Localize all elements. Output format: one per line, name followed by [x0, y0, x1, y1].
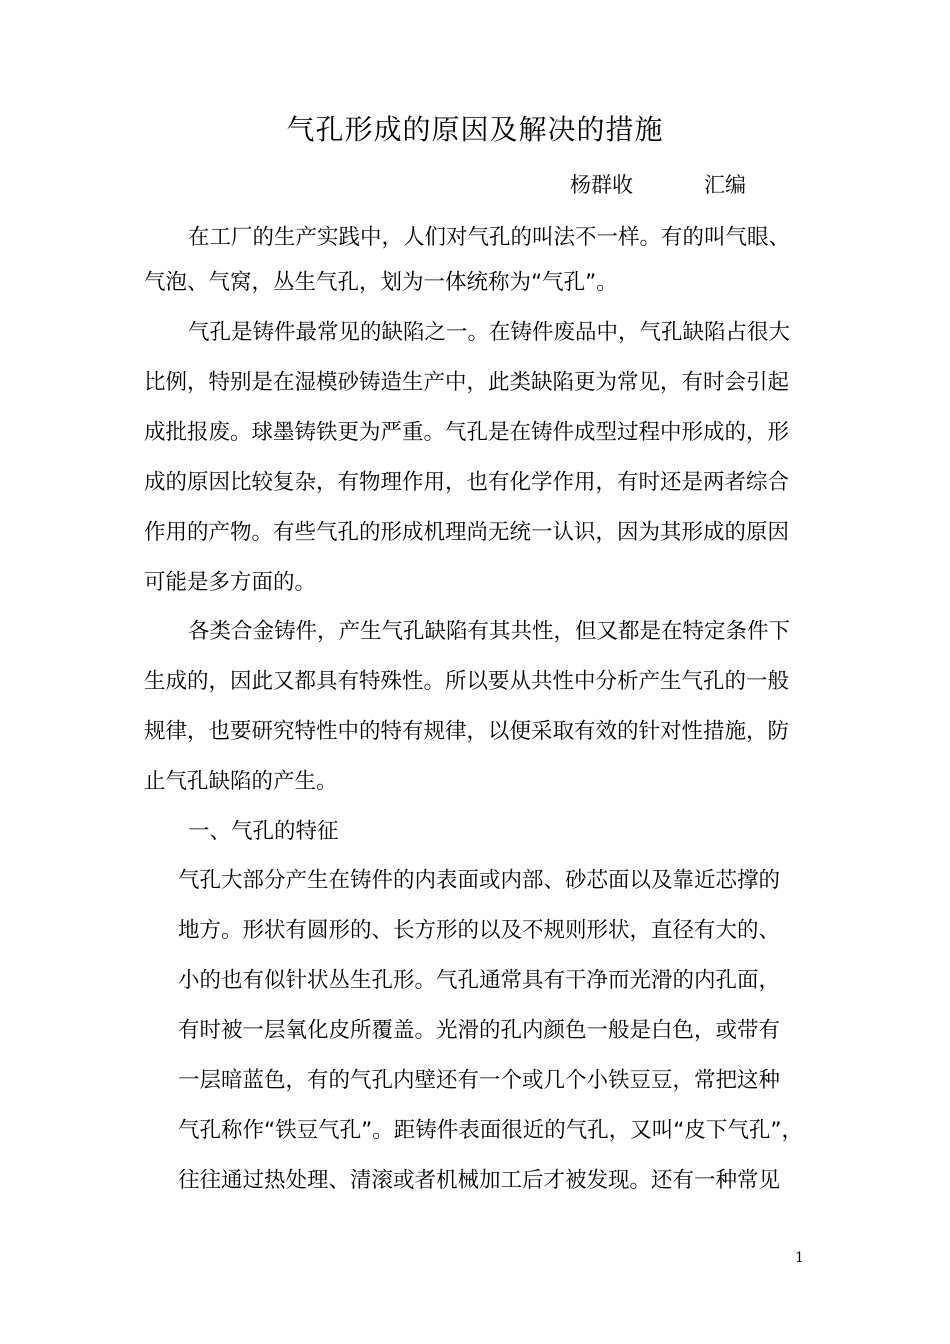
paragraph3-line: 规律，也要研究特性中的特有规律，以便采取有效的针对性措施，防 — [144, 719, 790, 744]
paragraph2-line: 可能是多方面的。 — [144, 570, 317, 595]
author-name: 杨群收 — [570, 173, 633, 197]
intro-line: 气泡、气窝，丛生气孔，划为一体统称为“气孔”。 — [144, 270, 618, 295]
section1-heading: 一、气孔的特征 — [188, 819, 339, 844]
paragraph2-line: 作用的产物。有些气孔的形成机理尚无统一认识，因为其形成的原因 — [144, 520, 790, 545]
section1-line: 气孔大部分产生在铸件的内表面或内部、砂芯面以及靠近芯撑的 — [178, 868, 781, 893]
paragraph3-line: 生成的，因此又都具有特殊性。所以要从共性中分析产生气孔的一般 — [144, 669, 790, 694]
document-title: 气孔形成的原因及解决的措施 — [286, 113, 664, 146]
section1-line: 一层暗蓝色，有的气孔内壁还有一个或几个小铁豆豆，常把这种 — [178, 1068, 781, 1093]
paragraph3-line: 止气孔缺陷的产生。 — [144, 769, 338, 794]
paragraph2-line: 比例，特别是在湿模砂铸造生产中，此类缺陷更为常见，有时会引起 — [144, 370, 790, 395]
page-number: 1 — [795, 1250, 804, 1266]
author-role: 汇编 — [704, 173, 746, 197]
author-line — [570, 170, 746, 200]
section1-line: 地方。形状有圆形的、长方形的以及不规则形状，直径有大的、 — [178, 918, 781, 943]
intro-line: 在工厂的生产实践中，人们对气孔的叫法不一样。有的叫气眼、 — [188, 225, 791, 250]
paragraph2-line: 成的原因比较复杂，有物理作用，也有化学作用，有时还是两者综合 — [144, 470, 790, 495]
paragraph3-line: 各类合金铸件，产生气孔缺陷有其共性，但又都是在特定条件下 — [188, 619, 791, 644]
paragraph2-line: 成批报废。球墨铸铁更为严重。气孔是在铸件成型过程中形成的，形 — [144, 420, 790, 445]
section1-line: 有时被一层氧化皮所覆盖。光滑的孔内颜色一般是白色，或带有 — [178, 1018, 781, 1043]
paragraph2-line: 气孔是铸件最常见的缺陷之一。在铸件废品中，气孔缺陷占很大 — [188, 320, 791, 345]
section1-line: 往往通过热处理、清滚或者机械加工后才被发现。还有一种常见 — [178, 1168, 781, 1193]
section1-line: 小的也有似针状丛生孔形。气孔通常具有干净而光滑的内孔面， — [178, 968, 781, 993]
section1-line: 气孔称作“铁豆气孔”。距铸件表面很近的气孔，又叫“皮下气孔”， — [178, 1118, 804, 1143]
